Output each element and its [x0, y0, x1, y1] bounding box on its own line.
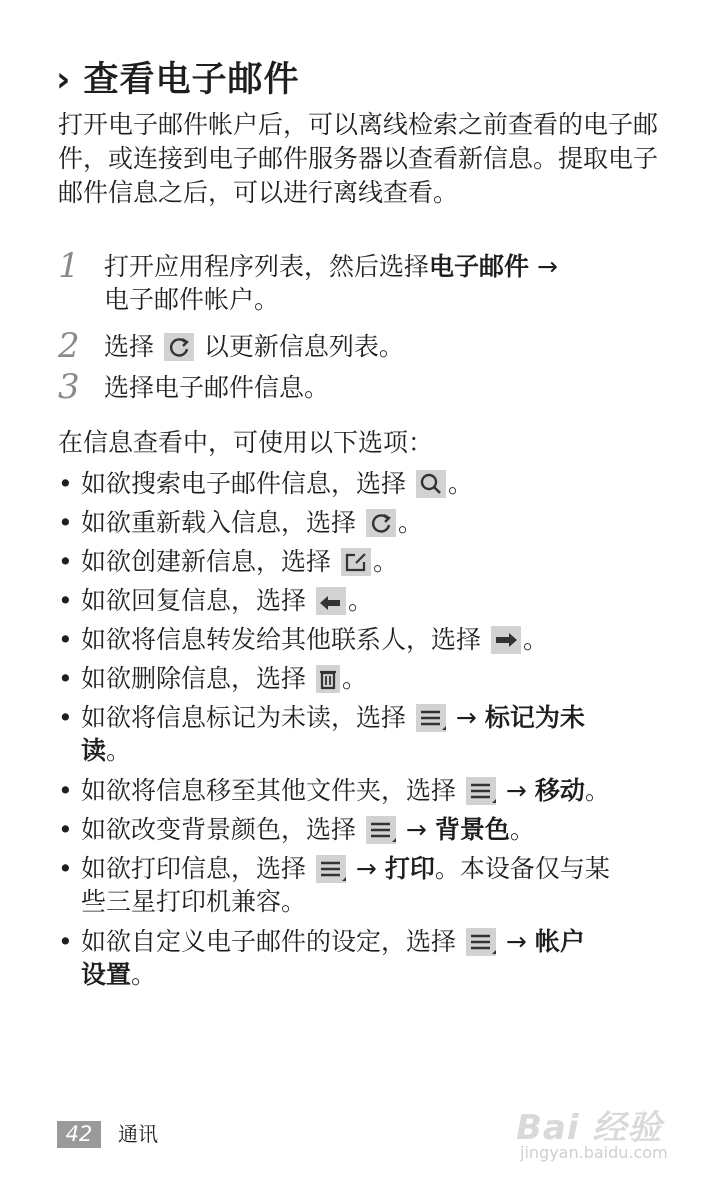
item-text: 。 — [509, 815, 535, 844]
item-text: 。 — [347, 586, 373, 615]
item-text: 如欲搜索电子邮件信息，选择 — [81, 469, 407, 498]
step-text: 以更新信息列表。 — [203, 332, 404, 361]
section-label: 通讯 — [118, 1122, 158, 1146]
arrow: → — [497, 927, 535, 956]
bullet: • — [58, 547, 73, 576]
page-title — [56, 52, 299, 102]
step-bold: 电子邮件 — [429, 252, 530, 281]
item-text: 。 — [584, 776, 610, 805]
arrow: → — [347, 854, 385, 883]
item-bold: 标记为未 — [484, 703, 585, 732]
bullet: • — [58, 664, 73, 693]
step-number: 1 — [58, 246, 80, 286]
item-bold: 设置 — [81, 960, 132, 989]
item-text: 。本设备仅与某 — [434, 854, 610, 883]
bullet: • — [58, 703, 73, 732]
step-number: 3 — [58, 367, 80, 407]
item-text: 。 — [522, 625, 548, 654]
item-text: 如欲回复信息，选择 — [81, 586, 307, 615]
bullet: • — [58, 586, 73, 615]
bullet: • — [58, 815, 73, 844]
arrow: → — [497, 776, 535, 805]
item-text: 。 — [106, 736, 132, 765]
arrow: → — [447, 703, 485, 732]
arrow: → — [529, 252, 558, 281]
bullet: • — [58, 625, 73, 654]
item-text: 如欲将信息转发给其他联系人，选择 — [81, 625, 482, 654]
search-icon — [416, 470, 446, 498]
item-text: 如欲将信息移至其他文件夹，选择 — [81, 776, 457, 805]
item-text: 如欲改变背景颜色，选择 — [81, 815, 357, 844]
menu-icon — [366, 816, 396, 844]
item-text: 。 — [447, 469, 473, 498]
item-text: 如欲打印信息，选择 — [81, 854, 307, 883]
item-text: 如欲重新载入信息，选择 — [81, 508, 357, 537]
menu-icon — [316, 855, 346, 883]
chevron-right-icon: › — [56, 60, 72, 100]
watermark-logo: Bai 经验 — [516, 1108, 663, 1148]
step-text: 打开应用程序列表，然后选择 — [104, 252, 430, 281]
menu-icon — [466, 777, 496, 805]
bullet: • — [58, 469, 73, 498]
title-text: 查看电子邮件 — [83, 60, 300, 100]
intro-paragraph: 打开电子邮件帐户后，可以离线检索之前查看的电子邮件，或连接到电子邮件服务器以查看新信息。提取电子邮件信息之后，可以进行离线查看。 — [58, 110, 659, 207]
item-text: 。 — [131, 960, 157, 989]
bullet: • — [58, 927, 73, 956]
compose-icon — [341, 548, 371, 576]
item-bold: 打印 — [384, 854, 435, 883]
options-lead: 在信息查看中，可使用以下选项： — [58, 428, 434, 457]
step-text: 选择 — [104, 332, 155, 361]
bullet: • — [58, 776, 73, 805]
bullet: • — [58, 854, 73, 883]
watermark-url: jingyan.baidu.com — [520, 1143, 668, 1162]
reply-icon — [316, 587, 346, 615]
menu-icon — [466, 928, 496, 956]
item-bold: 读 — [81, 736, 107, 765]
trash-icon — [316, 665, 340, 693]
refresh-icon — [164, 333, 194, 361]
forward-icon — [491, 626, 521, 654]
page-number: 42 — [57, 1121, 101, 1148]
step-number: 2 — [58, 326, 80, 366]
menu-icon — [416, 704, 446, 732]
step-text: 选择电子邮件信息。 — [104, 373, 330, 402]
item-bold: 帐户 — [534, 927, 585, 956]
item-text: 。 — [341, 664, 367, 693]
arrow: → — [397, 815, 435, 844]
item-text: 。 — [397, 508, 423, 537]
step-text-line2: 电子邮件帐户。 — [104, 285, 280, 314]
item-text: 。 — [372, 547, 398, 576]
bullet: • — [58, 508, 73, 537]
item-bold: 背景色 — [434, 815, 510, 844]
item-text-line2: 些三星打印机兼容。 — [81, 887, 307, 916]
item-text: 如欲删除信息，选择 — [81, 664, 307, 693]
item-text: 如欲将信息标记为未读，选择 — [81, 703, 407, 732]
item-text: 如欲自定义电子邮件的设定，选择 — [81, 927, 457, 956]
item-text: 如欲创建新信息，选择 — [81, 547, 332, 576]
refresh-icon — [366, 509, 396, 537]
item-bold: 移动 — [534, 776, 585, 805]
